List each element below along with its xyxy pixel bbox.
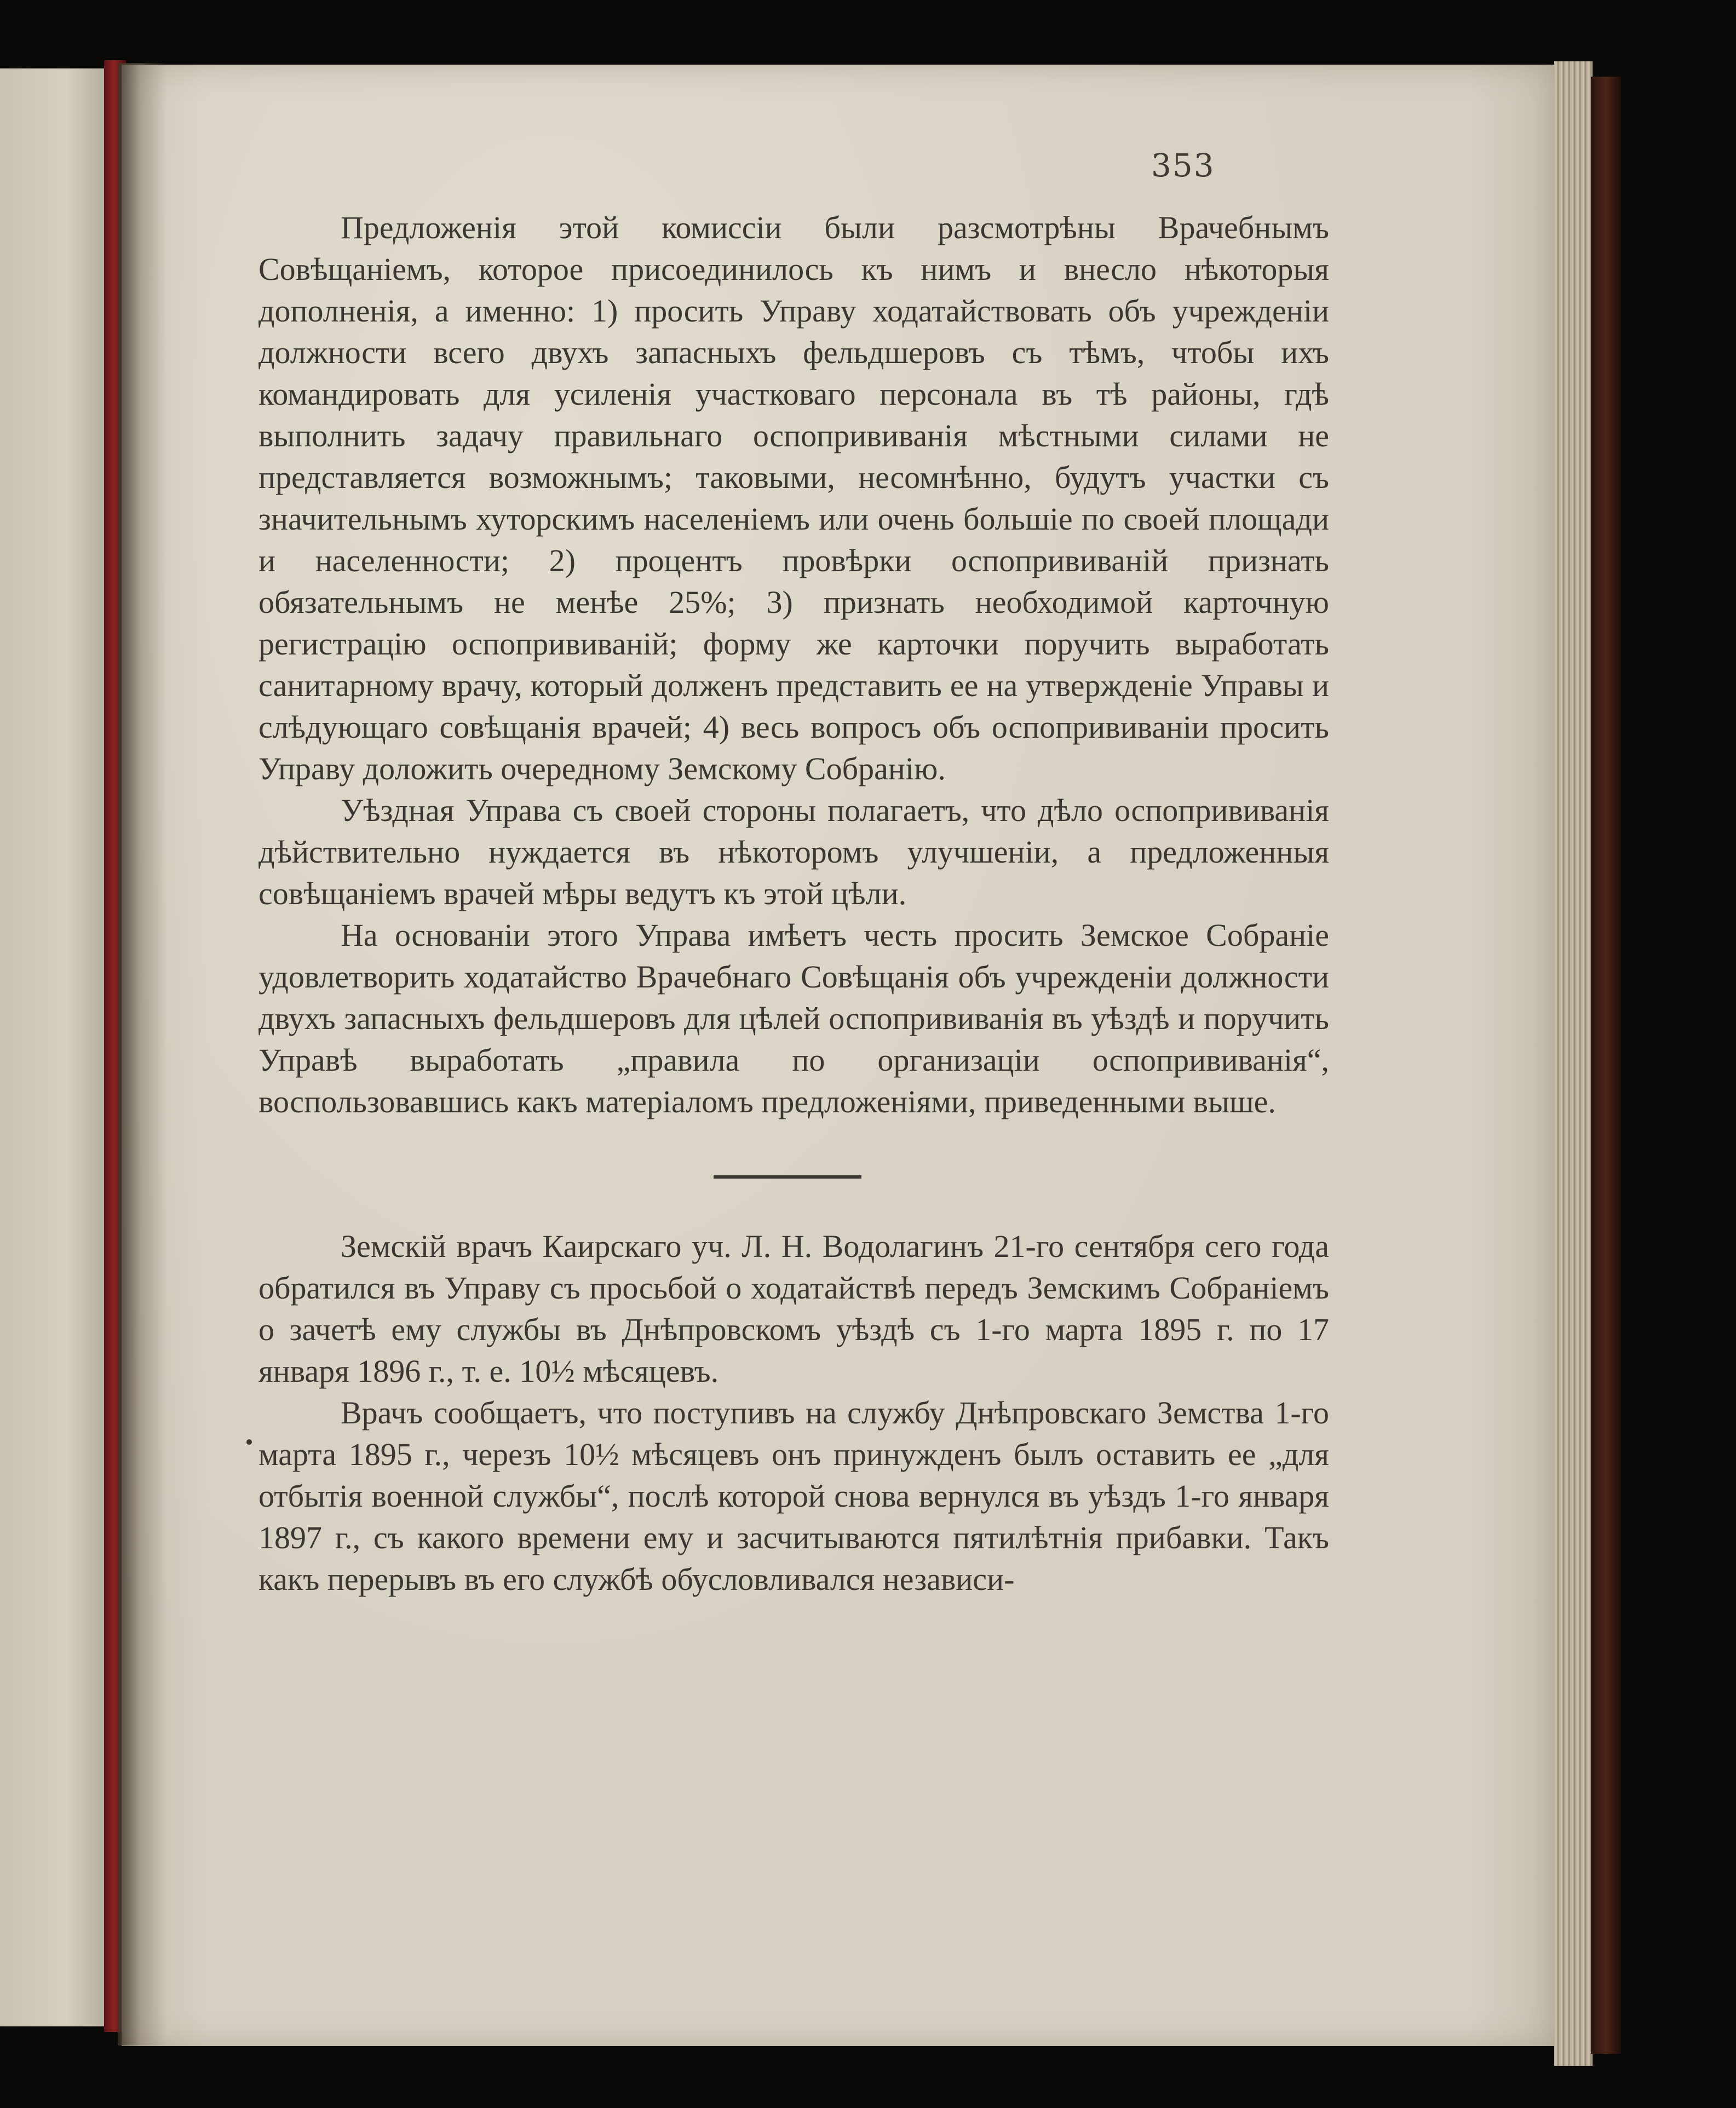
paragraph-uprava-request: На основаніи этого Управа имѣетъ честь просить Земское Собраніе удовлетворить ходатайство Врачебнаго Совѣщанія объ учрежденіи должности двухъ запасныхъ фельдшеровъ для цѣлей оспопрививанія въ уѣздѣ и поручить Управѣ выработать „правила по организаціи оспопрививанія“, воспользовавшись какъ матеріаломъ предложеніями, приведенными выше. <box>258 917 1329 1119</box>
paragraph-vodolagin-request: Земскій врачъ Каирскаго уч. Л. Н. Водолагинъ 21-го сентября сего года обратился въ Управу съ просьбой о ходатайствѣ передъ Земскимъ Собраніемъ о зачетѣ ему службы въ Днѣпровскомъ уѣздѣ съ 1-го марта 1895 г. по 17 января 1896 г., т. е. 10½ мѣсяцевъ. <box>258 1228 1329 1389</box>
page-stack-edge <box>1554 61 1593 2066</box>
document-page <box>122 65 1554 2046</box>
book-cover-edge <box>1591 77 1621 2054</box>
margin-mark <box>246 1439 252 1445</box>
paragraph-uprava-opinion: Уѣздная Управа съ своей стороны полагаетъ, что дѣло оспопрививанія дѣйствительно нуждается въ нѣкоторомъ улучшеніи, а предложенныя совѣщаніемъ врачей мѣры ведутъ къ этой цѣли. <box>258 792 1329 911</box>
section-divider <box>714 1175 861 1179</box>
page-text <box>258 207 1329 1600</box>
paragraph-commission-proposals: Предложенія этой комиссіи были разсмотрѣны Врачебнымъ Совѣщаніемъ, которое присоединилось къ нимъ и внесло нѣкоторыя дополненія, а именно: 1) просить Управу ходатайствовать объ учрежденіи должности всего двухъ запасныхъ фельдшеровъ съ тѣмъ, чтобы ихъ командировать для усиленія участковаго персонала въ тѣ районы, гдѣ выполнить задачу правильнаго оспопрививанія мѣстными силами не представляется возможнымъ; таковыми, несомнѣнно, будутъ участки съ значительнымъ хуторскимъ населеніемъ или очень большіе по своей площади и населенности; 2) процентъ провѣрки оспопрививаній признать обязательнымъ не менѣе 25%; 3) признать необходимой карточную регистрацію оспопрививаній; форму же карточки поручить выработать санитарному врачу, который долженъ представить ее на утвержденіе Управы и слѣдующаго совѣщанія врачей; 4) весь вопросъ объ оспопрививаніи просить Управу доложить очередному Земскому Собранію. <box>258 210 1329 786</box>
paragraph-vodolagin-service: Врачъ сообщаетъ, что поступивъ на службу Днѣпровскаго Земства 1-го марта 1895 г., черезъ 10½ мѣсяцевъ онъ принужденъ былъ оставить ее „для отбытія военной службы“, послѣ которой снова вернулся въ уѣздъ 1-го января 1897 г., съ какого времени ему и засчитываются пятилѣтнія прибавки. Такъ какъ перерывъ въ его службѣ обусловливался независи- <box>258 1395 1329 1597</box>
left-facing-page <box>0 68 120 2026</box>
page-number: 353 <box>1151 147 1215 184</box>
